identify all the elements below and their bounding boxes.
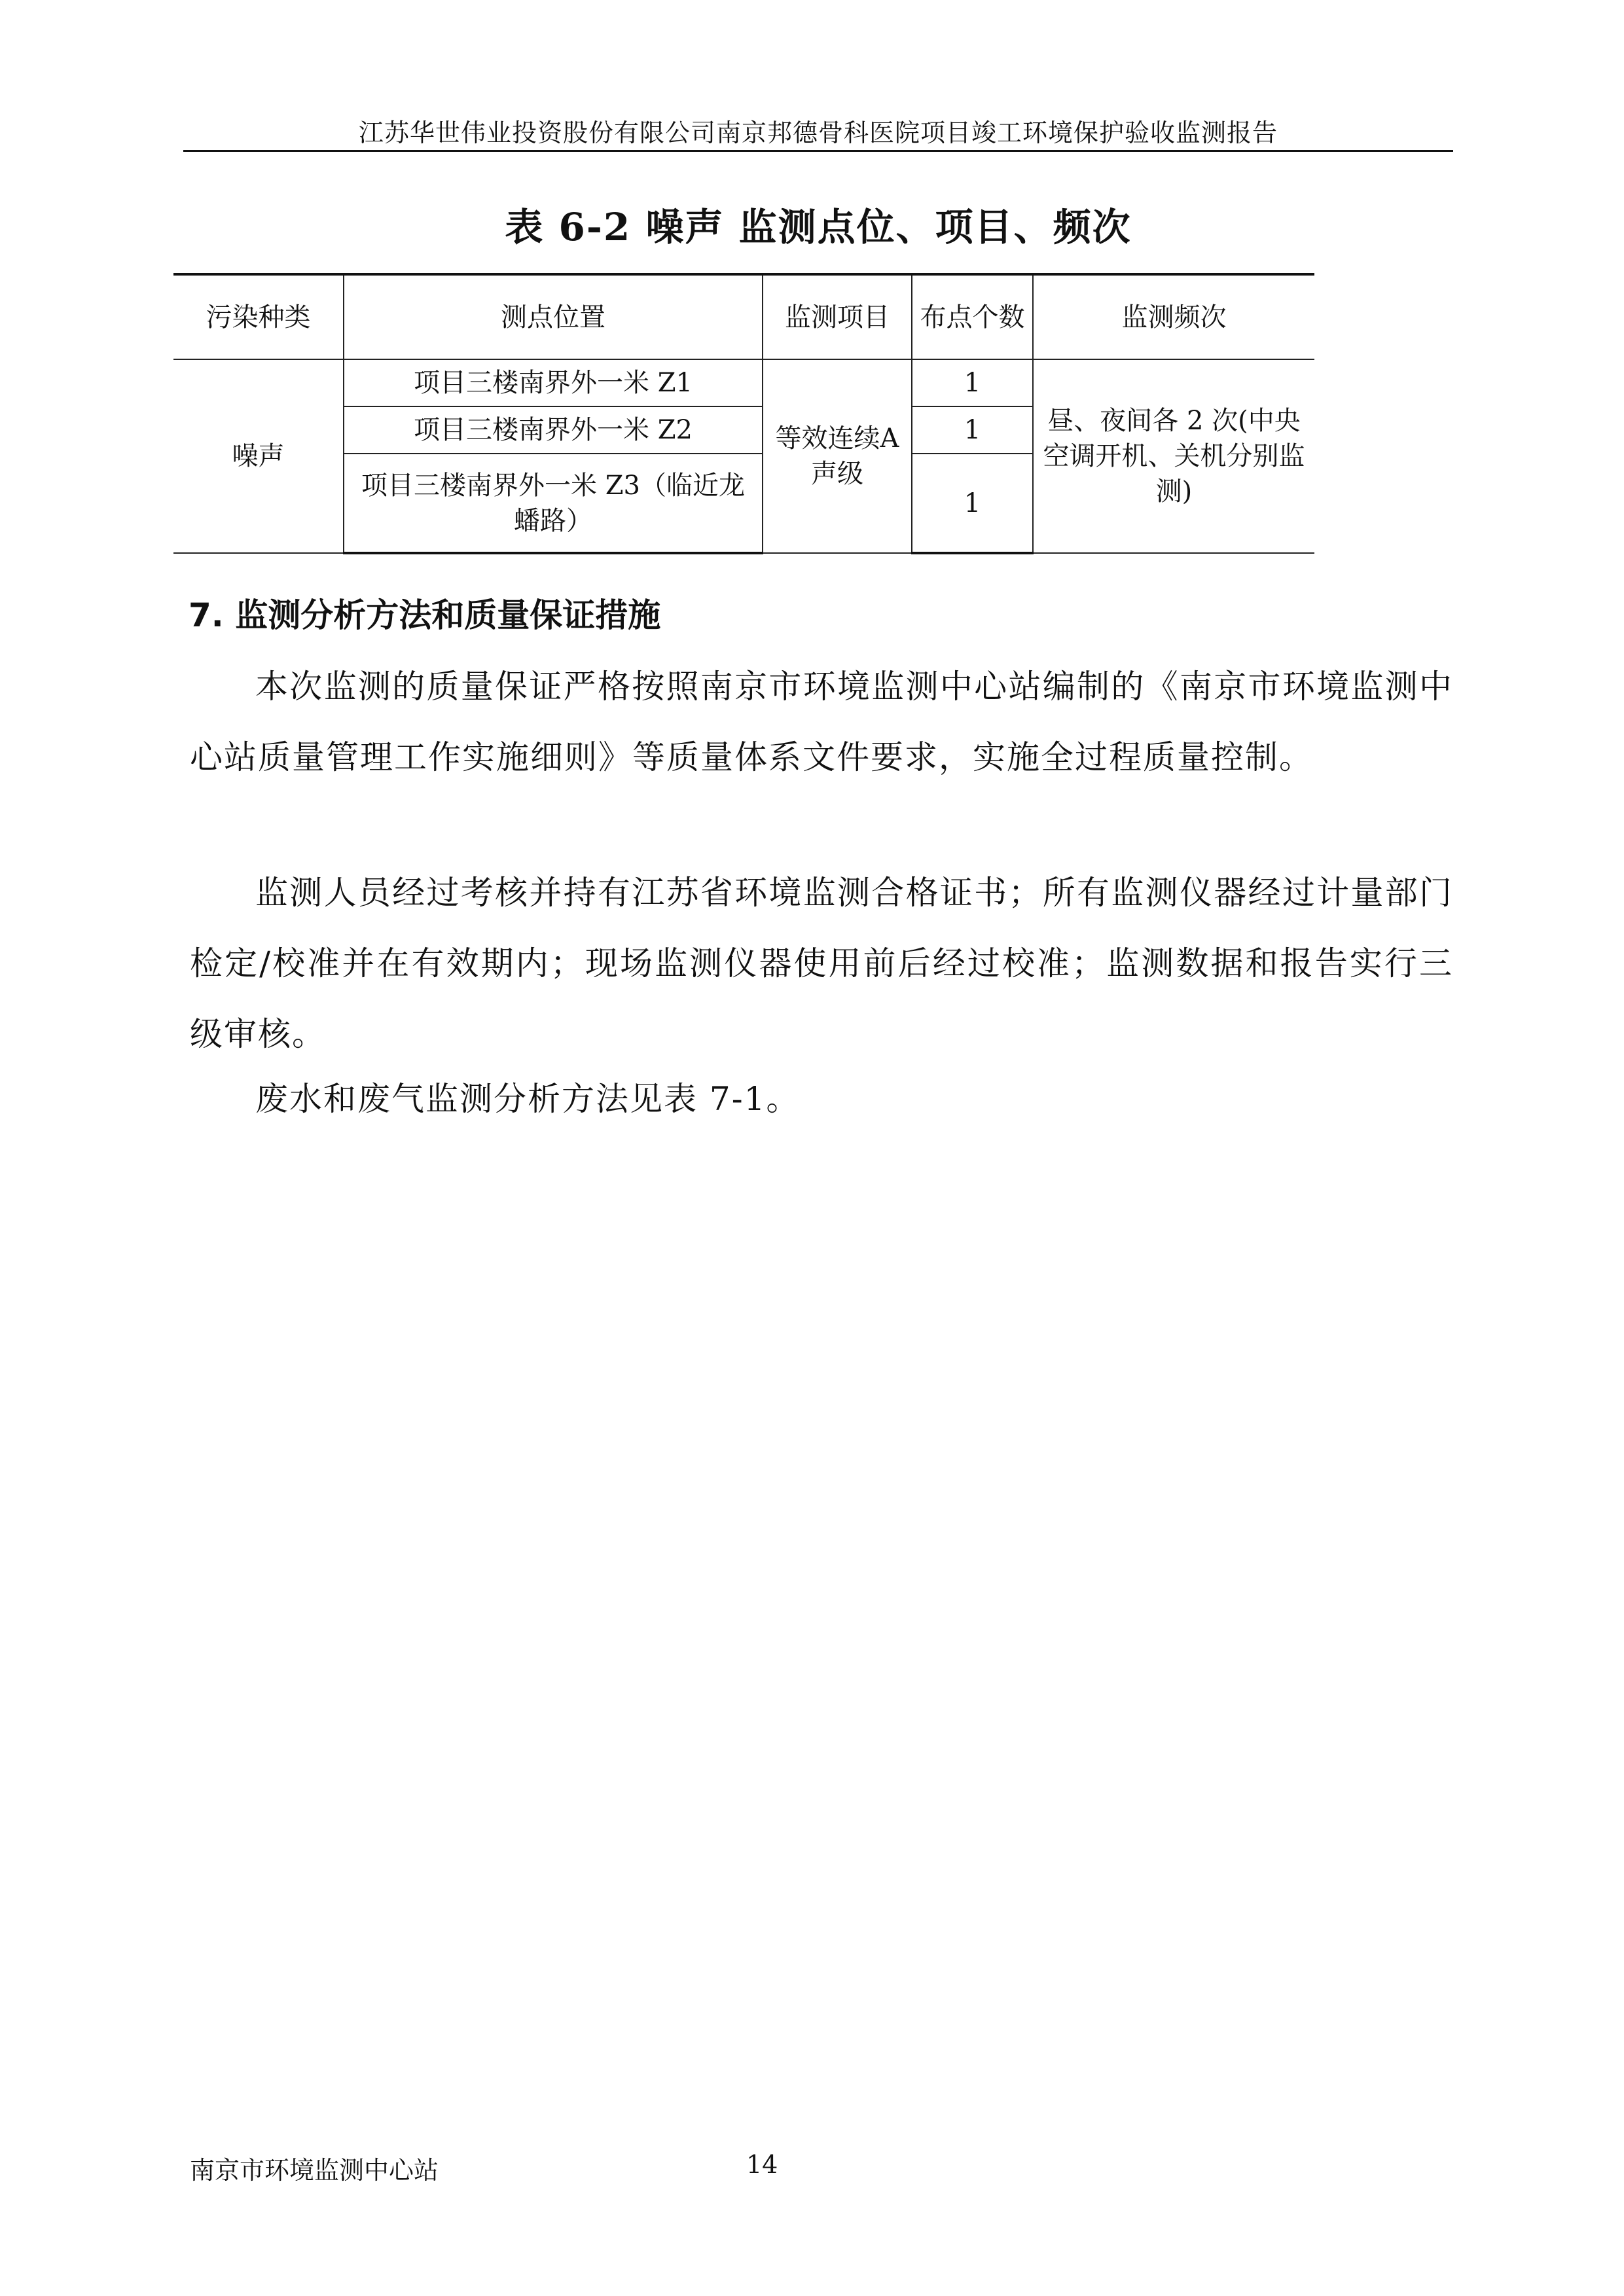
count-cell: 1 bbox=[912, 359, 1033, 406]
running-header: 江苏华世伟业投资股份有限公司南京邦德骨科医院项目竣工环境保护验收监测报告 bbox=[358, 118, 1278, 147]
location-cell: 项目三楼南界外一米 Z3（临近龙蟠路） bbox=[344, 454, 763, 553]
column-header-frequency: 监测频次 bbox=[1033, 274, 1314, 359]
header-divider bbox=[183, 150, 1453, 152]
footer-organization: 南京市环境监测中心站 bbox=[190, 2156, 439, 2185]
column-header-monitoring-item: 监测项目 bbox=[763, 274, 912, 359]
column-header-point-count: 布点个数 bbox=[912, 274, 1033, 359]
table-title: 表 6-2 噪声 监测点位、项目、频次 bbox=[505, 205, 1132, 249]
count-cell: 1 bbox=[912, 406, 1033, 454]
paragraph-quality-assurance: 本次监测的质量保证严格按照南京市环境监测中心站编制的《南京市环境监测中心站质量管理工作实施细则》等质量体系文件要求，实施全过程质量控制。 bbox=[190, 668, 1453, 776]
location-cell: 项目三楼南界外一米 Z2 bbox=[344, 406, 763, 454]
table-row bbox=[173, 359, 1314, 406]
paragraph-personnel-instruments: 监测人员经过考核并持有江苏省环境监测合格证书；所有监测仪器经过计量部门检定/校准并在有效期内；现场监测仪器使用前后经过校准；监测数据和报告实行三级审核。 bbox=[190, 874, 1453, 1053]
column-header-pollution-type: 污染种类 bbox=[173, 274, 344, 359]
table-header-row bbox=[173, 274, 1314, 359]
location-cell: 项目三楼南界外一米 Z1 bbox=[344, 359, 763, 406]
page-number: 14 bbox=[746, 2150, 778, 2179]
section-heading: 7. 监测分析方法和质量保证措施 bbox=[189, 596, 661, 634]
count-cell: 1 bbox=[912, 454, 1033, 553]
pollution-type-cell: 噪声 bbox=[173, 359, 344, 553]
monitoring-item-cell: 等效连续A 声级 bbox=[763, 359, 912, 553]
column-header-location: 测点位置 bbox=[344, 274, 763, 359]
paragraph-analysis-reference: 废水和废气监测分析方法见表 7-1。 bbox=[255, 1080, 801, 1118]
noise-monitoring-table bbox=[173, 273, 1314, 554]
frequency-cell: 昼、夜间各 2 次(中央空调开机、关机分别监测) bbox=[1033, 359, 1314, 553]
